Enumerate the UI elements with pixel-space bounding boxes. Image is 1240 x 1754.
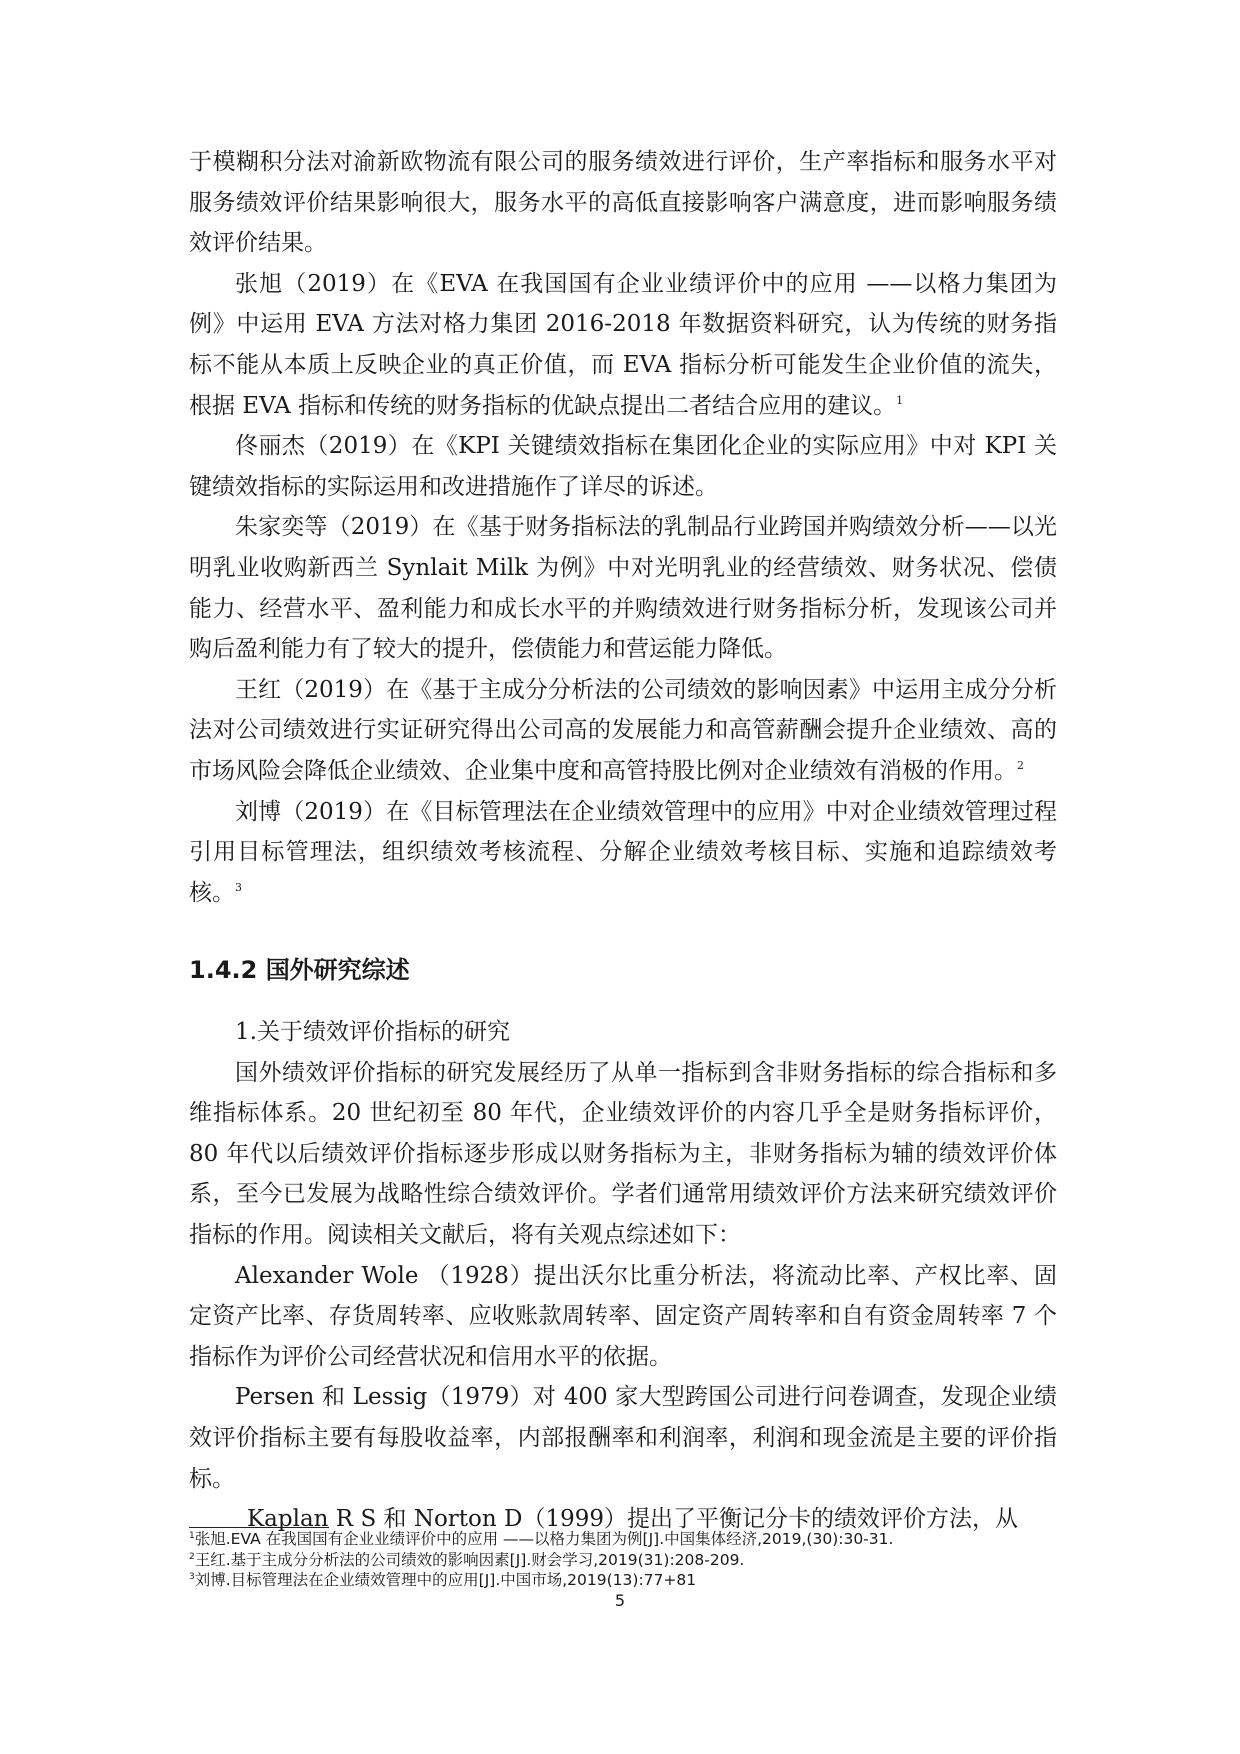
body-text-upper <box>189 142 1057 913</box>
paragraph-persen-lessig: Persen 和 Lessig（1979）对 400 家大型跨国公司进行问卷调查，发现企业绩效评价指标主要有每股收益率，内部报酬率和利润率，利润和现金流是主要的评价指标。 <box>189 1384 1057 1492</box>
paragraph-liubo: 刘博（2019）在《目标管理法在企业绩效管理中的应用》中对企业绩效管理过程引用目标管理法，组织绩效考核流程、分解企业绩效考核目标、实施和追踪绩效考核。$^3$ <box>189 798 1057 906</box>
footnote-separator <box>189 1527 329 1528</box>
footnote-ref-3[interactable]: 3 <box>235 880 242 894</box>
section-heading: 1.4.2 国外研究综述 <box>189 956 410 984</box>
footnote-3: $^3$刘博.目标管理法在企业绩效管理中的应用[J].中国市场,2019(13):77+81 <box>189 1571 697 1589</box>
footnote-ref-2[interactable]: 2 <box>1017 758 1024 772</box>
paragraph-tonglijie: 佟丽杰（2019）在《KPI 关键绩效指标在集团化企业的实际应用》中对 KPI 关键绩效指标的实际运用和改进措施作了详尽的诉述。 <box>189 433 1057 500</box>
body-text-lower <box>189 1012 1057 1540</box>
subsection-title: 1.关于绩效评价指标的研究 <box>235 1019 510 1045</box>
paragraph-foreign-overview: 国外绩效评价指标的研究发展经历了从单一指标到含非财务指标的综合指标和多维指标体系。20 世纪初至 80 年代，企业绩效评价的内容几乎全是财务指标评价，80 年代以后绩效评价指标逐步形成以财务指标为主，非财务指标为辅的绩效评价体系，至今已发展为战略性综合绩效评价。学者们通常用绩效评价方法来研究绩效评价指标的作用。阅读相关文献后，将有关观点综述如下： <box>189 1059 1057 1248</box>
paragraph-kaplan-norton: Kaplan R S 和 Norton D（1999）提出了平衡记分卡的绩效评价方法，从 <box>247 1506 1018 1533</box>
paragraph-alexander-wole: Alexander Wole （1928）提出沃尔比重分析法，将流动比率、产权比率、固定资产比率、存货周转率、应收账款周转率、固定资产周转率和自有资金周转率 7 个指标作为评价公司经营状况和信用水平的依据。 <box>189 1262 1057 1370</box>
footnote-1: $^1$张旭.EVA 在我国国有企业业绩评价中的应用 ——以格力集团为例[J].中国集体经济,2019,(30):30-31. <box>189 1530 894 1548</box>
paragraph-continuation: 于模糊积分法对渝新欧物流有限公司的服务绩效进行评价，生产率指标和服务水平对服务绩效评价结果影响很大，服务水平的高低直接影响客户满意度，进而影响服务绩效评价结果。 <box>189 149 1057 257</box>
paragraph-wanghong: 王红（2019）在《基于主成分分析法的公司绩效的影响因素》中运用主成分分析法对公司绩效进行实证研究得出公司高的发展能力和高管薪酬会提升企业绩效、高的市场风险会降低企业绩效、企业集中度和高管持股比例对企业绩效有消极的作用。$^2$ <box>189 676 1057 784</box>
page-number: 5 <box>614 1591 626 1610</box>
paragraph-zhujiayi: 朱家奕等（2019）在《基于财务指标法的乳制品行业跨国并购绩效分析——以光明乳业收购新西兰 Synlait Milk 为例》中对光明乳业的经营绩效、财务状况、偿债能力、经营水平、盈利能力和成长水平的并购绩效进行财务指标分析，发现该公司并购后盈利能力有了较大的提升，偿债能力和营运能力降低。 <box>189 514 1057 663</box>
footnote-ref-1[interactable]: 1 <box>896 393 904 407</box>
paragraph-zhangxu: 张旭（2019）在《EVA 在我国国有企业业绩评价中的应用 ——以格力集团为例》中运用 EVA 方法对格力集团 2016-2018 年数据资料研究，认为传统的财务指标不能从本质上反映企业的真正价值，而 EVA 指标分析可能发生企业价值的流失，根据 EVA 指标和传统的财务指标的优缺点提出二者结合应用的建议。$^1$ <box>189 270 1057 419</box>
footnotes <box>189 1529 1057 1591</box>
footnote-2: $^2$王红.基于主成分分析法的公司绩效的影响因素[J].财会学习,2019(31):208-209. <box>189 1550 745 1569</box>
